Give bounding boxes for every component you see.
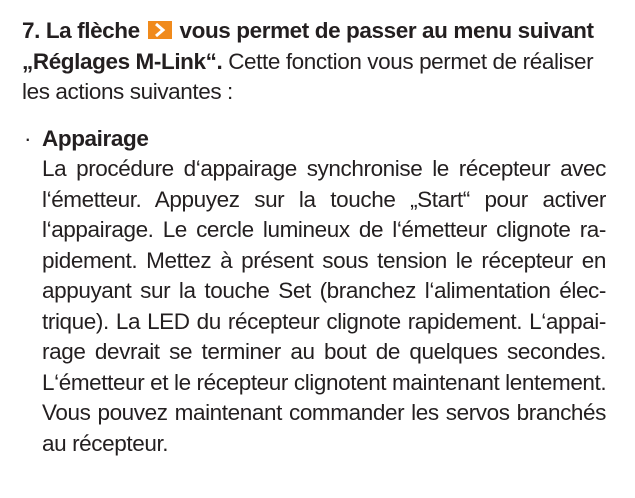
intro-line-2-rest: Cette fonction vous permet de réaliser [228, 48, 594, 74]
bullet-dot: · [24, 125, 32, 151]
body-line: appuyant sur la touche Set (branchez l‘alimentation élec- [42, 278, 606, 303]
intro-line-1 [22, 16, 608, 47]
intro-line-1-end: vous permet de passer au menu suivant [179, 18, 594, 43]
intro-line-2 [22, 47, 608, 78]
body-line: L‘émetteur et le récepteur clignotent maintenant lentement. [42, 369, 607, 395]
intro-line-1-start: 7. La flèche [22, 18, 140, 43]
orange-next-arrow-icon [148, 21, 172, 39]
pairing-section [22, 124, 608, 460]
body-line: pidement. Mettez à présent sous tension le récepteur en [42, 247, 606, 273]
section-heading: Appairage [42, 125, 149, 151]
body-line: trique). La LED du récepteur clignote rapidement. L‘appai- [42, 308, 606, 334]
body-line: l‘appairage. Le cercle lumineux de l‘émetteur clignote ra- [42, 217, 606, 242]
body-line: au récepteur. [42, 430, 169, 456]
body-line: l‘émetteur. Appuyez sur la touche „Start“ pour activer [42, 186, 606, 212]
body-line: Vous pouvez maintenant commander les servos branchés [42, 400, 606, 425]
intro-line-3: les actions suivantes : [22, 79, 233, 104]
section-body [42, 154, 608, 459]
manual-page [22, 16, 608, 459]
body-line: La procédure d‘appairage synchronise le récepteur avec [42, 156, 606, 181]
menu-name: „Réglages M-Link“. [22, 48, 223, 74]
body-line: rage devrait se terminer au bout de quelques secondes. [42, 339, 606, 364]
spacer [22, 108, 608, 124]
